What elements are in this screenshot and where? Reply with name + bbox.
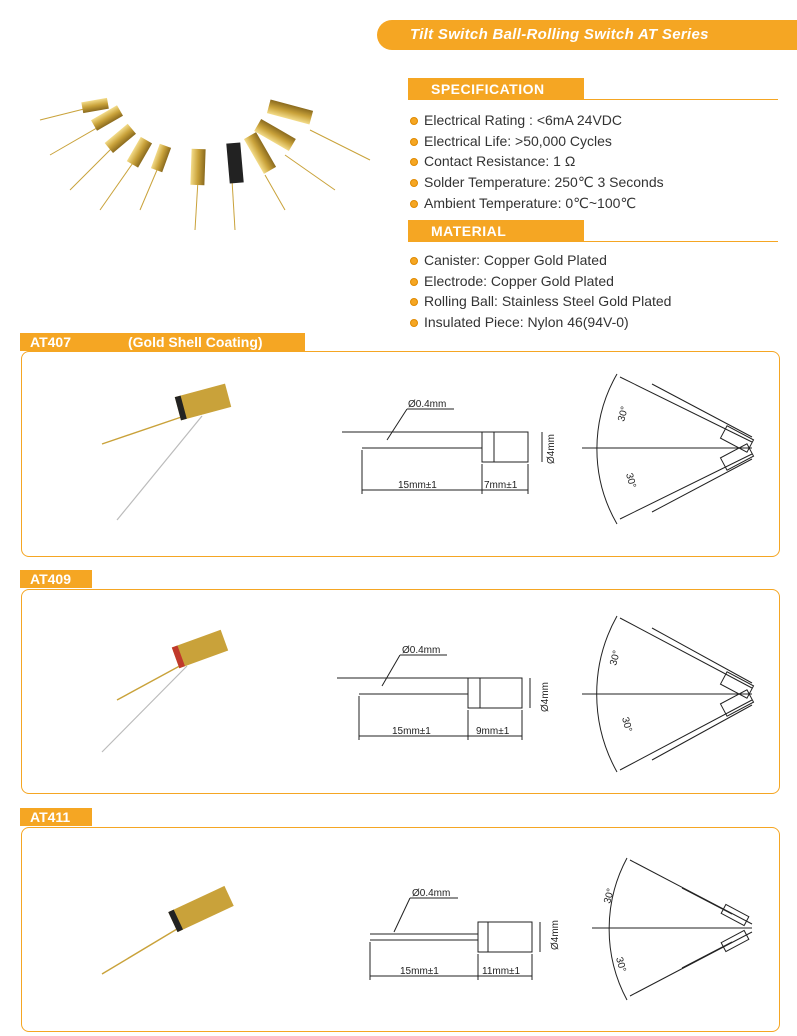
list-item: Contact Resistance: 1 Ω (410, 151, 664, 172)
product-group-image (30, 80, 390, 270)
model-name: AT407 (30, 334, 71, 350)
bullet-icon (410, 138, 418, 146)
model-tab-at411 (20, 808, 92, 826)
bullet-icon (410, 179, 418, 187)
bullet-icon (410, 319, 418, 327)
lead-length-label: 15mm±1 (392, 726, 431, 737)
model-note: (Gold Shell Coating) (128, 334, 263, 350)
angle-bottom-label: 30° (619, 715, 634, 734)
list-item: Insulated Piece: Nylon 46(94V-0) (410, 312, 671, 333)
angle-bottom-label: 30° (613, 955, 628, 974)
bullet-icon (410, 278, 418, 286)
model-tab-at409 (20, 570, 92, 588)
list-item: Canister: Copper Gold Plated (410, 250, 671, 271)
material-list (410, 250, 671, 333)
specification-heading: SPECIFICATION (408, 78, 584, 100)
list-item: Electrical Rating : <6mA 24VDC (410, 110, 664, 131)
body-diameter-label: Ø4mm (540, 682, 551, 712)
bullet-icon (410, 298, 418, 306)
lead-length-label: 15mm±1 (398, 480, 437, 491)
body-diameter-label: Ø4mm (546, 434, 557, 464)
bullet-icon (410, 257, 418, 265)
pin-diameter-label: Ø0.4mm (412, 888, 451, 899)
bullet-icon (410, 200, 418, 208)
product-photo (102, 886, 234, 974)
tilt-angle-drawing (582, 616, 754, 772)
product-photo (102, 630, 228, 752)
drawing-at411 (22, 828, 779, 1031)
pin-diameter-label: Ø0.4mm (408, 399, 447, 410)
list-item: Electrode: Copper Gold Plated (410, 271, 671, 292)
body-length-label: 7mm±1 (484, 480, 518, 491)
angle-bottom-label: 30° (623, 471, 638, 490)
model-tab-at407 (20, 333, 305, 351)
model-name: AT409 (30, 571, 71, 587)
model-name: AT411 (30, 809, 71, 825)
body-length-label: 11mm±1 (482, 966, 521, 977)
body-length-label: 9mm±1 (476, 726, 510, 737)
body-diameter-label: Ø4mm (550, 920, 561, 950)
panel-at409 (21, 589, 780, 794)
tilt-angle-drawing (592, 858, 752, 1000)
angle-top-label: 30° (616, 405, 631, 423)
tilt-angle-drawing (582, 374, 754, 524)
page-title: Tilt Switch Ball-Rolling Switch AT Series (410, 26, 709, 43)
material-underline (584, 241, 778, 242)
material-heading: MATERIAL (408, 220, 584, 242)
list-item: Rolling Ball: Stainless Steel Gold Plated (410, 291, 671, 312)
list-item: Electrical Life: >50,000 Cycles (410, 131, 664, 152)
pin-diameter-label: Ø0.4mm (402, 645, 441, 656)
bullet-icon (410, 117, 418, 125)
drawing-at407 (22, 352, 779, 556)
specification-list (410, 110, 664, 213)
angle-top-label: 30° (602, 887, 617, 905)
angle-top-label: 30° (608, 649, 623, 667)
drawing-at409 (22, 590, 779, 793)
lead-length-label: 15mm±1 (400, 966, 439, 977)
list-item: Ambient Temperature: 0℃~100℃ (410, 193, 664, 214)
product-photo (102, 384, 231, 520)
specification-underline (584, 99, 778, 100)
list-item: Solder Temperature: 250℃ 3 Seconds (410, 172, 664, 193)
bullet-icon (410, 158, 418, 166)
panel-at411 (21, 827, 780, 1032)
panel-at407 (21, 351, 780, 557)
